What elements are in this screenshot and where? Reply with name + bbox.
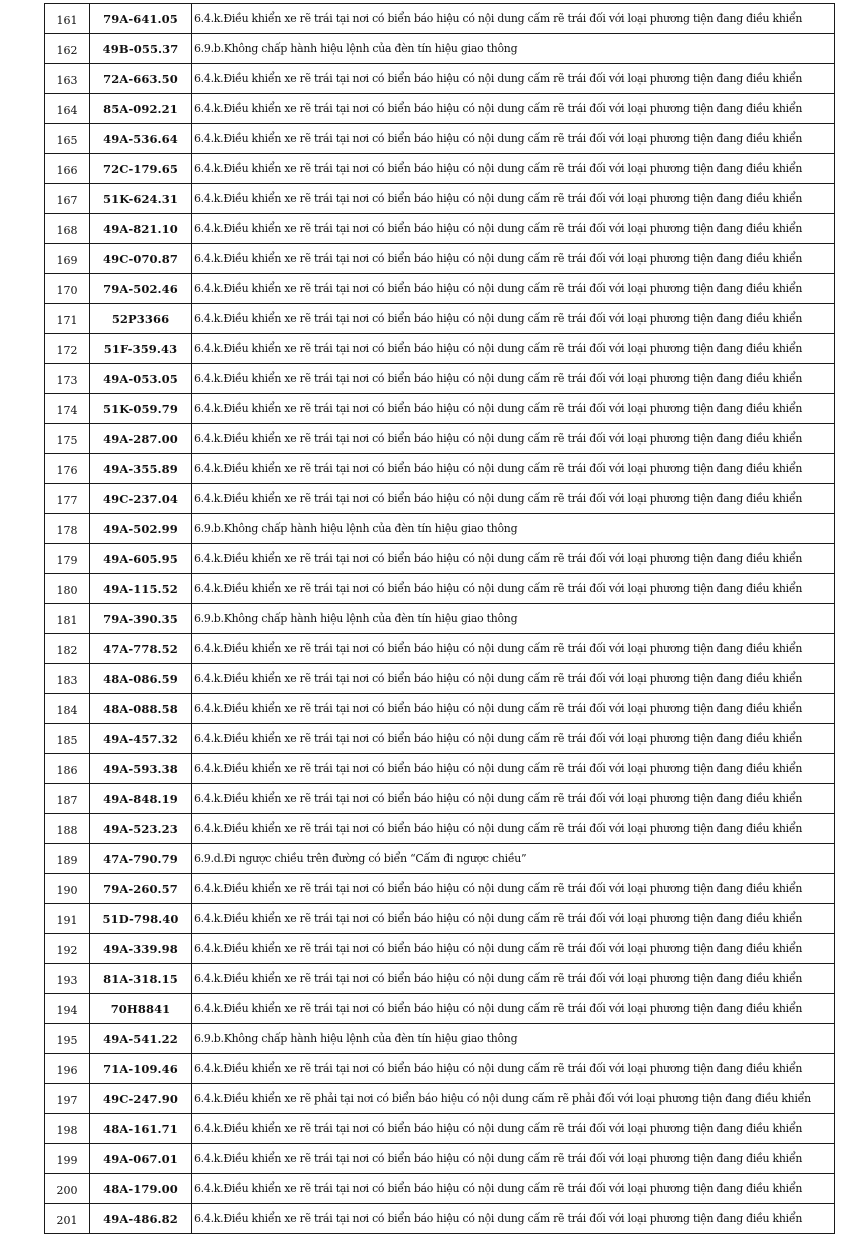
row-number: 173 xyxy=(45,364,90,394)
row-number: 188 xyxy=(45,814,90,844)
row-number: 170 xyxy=(45,274,90,304)
row-number: 199 xyxy=(45,1144,90,1174)
violation-description: 6.9.b.Không chấp hành hiệu lệnh của đèn tín hiệu giao thông xyxy=(192,514,835,544)
license-plate: 49A-536.64 xyxy=(90,124,192,154)
violation-description: 6.4.k.Điều khiển xe rẽ trái tại nơi có biển báo hiệu có nội dung cấm rẽ trái đối với loại phương tiện đang điều khiển xyxy=(192,964,835,994)
table-row xyxy=(45,1174,835,1204)
table-row xyxy=(45,334,835,364)
license-plate: 49A-457.32 xyxy=(90,724,192,754)
row-number: 168 xyxy=(45,214,90,244)
violation-description: 6.9.b.Không chấp hành hiệu lệnh của đèn tín hiệu giao thông xyxy=(192,34,835,64)
violation-description: 6.4.k.Điều khiển xe rẽ trái tại nơi có biển báo hiệu có nội dung cấm rẽ trái đối với loại phương tiện đang điều khiển xyxy=(192,1144,835,1174)
violation-description: 6.4.k.Điều khiển xe rẽ trái tại nơi có biển báo hiệu có nội dung cấm rẽ trái đối với loại phương tiện đang điều khiển xyxy=(192,994,835,1024)
table-row xyxy=(45,724,835,754)
violation-description: 6.4.k.Điều khiển xe rẽ trái tại nơi có biển báo hiệu có nội dung cấm rẽ trái đối với loại phương tiện đang điều khiển xyxy=(192,484,835,514)
violation-description: 6.9.b.Không chấp hành hiệu lệnh của đèn tín hiệu giao thông xyxy=(192,604,835,634)
row-number: 198 xyxy=(45,1114,90,1144)
row-number: 171 xyxy=(45,304,90,334)
table-row xyxy=(45,484,835,514)
license-plate: 49A-523.23 xyxy=(90,814,192,844)
violation-description: 6.4.k.Điều khiển xe rẽ trái tại nơi có biển báo hiệu có nội dung cấm rẽ trái đối với loại phương tiện đang điều khiển xyxy=(192,394,835,424)
violation-description: 6.4.k.Điều khiển xe rẽ trái tại nơi có biển báo hiệu có nội dung cấm rẽ trái đối với loại phương tiện đang điều khiển xyxy=(192,784,835,814)
violation-description: 6.4.k.Điều khiển xe rẽ trái tại nơi có biển báo hiệu có nội dung cấm rẽ trái đối với loại phương tiện đang điều khiển xyxy=(192,814,835,844)
violation-description: 6.4.k.Điều khiển xe rẽ trái tại nơi có biển báo hiệu có nội dung cấm rẽ trái đối với loại phương tiện đang điều khiển xyxy=(192,304,835,334)
table-row xyxy=(45,844,835,874)
table-row xyxy=(45,244,835,274)
table-row xyxy=(45,1114,835,1144)
license-plate: 48A-179.00 xyxy=(90,1174,192,1204)
license-plate: 51F-359.43 xyxy=(90,334,192,364)
table-row xyxy=(45,574,835,604)
license-plate: 81A-318.15 xyxy=(90,964,192,994)
violation-description: 6.4.k.Điều khiển xe rẽ trái tại nơi có biển báo hiệu có nội dung cấm rẽ trái đối với loại phương tiện đang điều khiển xyxy=(192,1204,835,1234)
table-row xyxy=(45,124,835,154)
license-plate: 49A-821.10 xyxy=(90,214,192,244)
table-row xyxy=(45,94,835,124)
violation-description: 6.4.k.Điều khiển xe rẽ trái tại nơi có biển báo hiệu có nội dung cấm rẽ trái đối với loại phương tiện đang điều khiển xyxy=(192,544,835,574)
violation-description: 6.4.k.Điều khiển xe rẽ trái tại nơi có biển báo hiệu có nội dung cấm rẽ trái đối với loại phương tiện đang điều khiển xyxy=(192,364,835,394)
row-number: 184 xyxy=(45,694,90,724)
table-row xyxy=(45,994,835,1024)
table-row xyxy=(45,1054,835,1084)
violation-table xyxy=(44,3,835,1234)
row-number: 196 xyxy=(45,1054,90,1084)
table-row xyxy=(45,514,835,544)
violation-description: 6.4.k.Điều khiển xe rẽ trái tại nơi có biển báo hiệu có nội dung cấm rẽ trái đối với loại phương tiện đang điều khiển xyxy=(192,274,835,304)
license-plate: 51K-624.31 xyxy=(90,184,192,214)
license-plate: 49C-070.87 xyxy=(90,244,192,274)
license-plate: 79A-260.57 xyxy=(90,874,192,904)
table-row xyxy=(45,544,835,574)
license-plate: 49A-339.98 xyxy=(90,934,192,964)
row-number: 176 xyxy=(45,454,90,484)
violation-description: 6.4.k.Điều khiển xe rẽ trái tại nơi có biển báo hiệu có nội dung cấm rẽ trái đối với loại phương tiện đang điều khiển xyxy=(192,634,835,664)
license-plate: 49A-486.82 xyxy=(90,1204,192,1234)
table-row xyxy=(45,934,835,964)
table-row xyxy=(45,1024,835,1054)
row-number: 169 xyxy=(45,244,90,274)
table-row xyxy=(45,154,835,184)
license-plate: 51D-798.40 xyxy=(90,904,192,934)
violation-description: 6.4.k.Điều khiển xe rẽ trái tại nơi có biển báo hiệu có nội dung cấm rẽ trái đối với loại phương tiện đang điều khiển xyxy=(192,694,835,724)
table-row xyxy=(45,64,835,94)
row-number: 197 xyxy=(45,1084,90,1114)
license-plate: 72A-663.50 xyxy=(90,64,192,94)
table-row xyxy=(45,274,835,304)
row-number: 200 xyxy=(45,1174,90,1204)
table-row xyxy=(45,364,835,394)
row-number: 186 xyxy=(45,754,90,784)
violation-description: 6.4.k.Điều khiển xe rẽ phải tại nơi có biển báo hiệu có nội dung cấm rẽ phải đối với loại phương tiện đang điều khiển xyxy=(192,1084,835,1114)
violation-description: 6.4.k.Điều khiển xe rẽ trái tại nơi có biển báo hiệu có nội dung cấm rẽ trái đối với loại phương tiện đang điều khiển xyxy=(192,874,835,904)
violation-description: 6.4.k.Điều khiển xe rẽ trái tại nơi có biển báo hiệu có nội dung cấm rẽ trái đối với loại phương tiện đang điều khiển xyxy=(192,1174,835,1204)
row-number: 175 xyxy=(45,424,90,454)
violation-description: 6.4.k.Điều khiển xe rẽ trái tại nơi có biển báo hiệu có nội dung cấm rẽ trái đối với loại phương tiện đang điều khiển xyxy=(192,64,835,94)
violation-description: 6.4.k.Điều khiển xe rẽ trái tại nơi có biển báo hiệu có nội dung cấm rẽ trái đối với loại phương tiện đang điều khiển xyxy=(192,184,835,214)
table-row xyxy=(45,664,835,694)
table-row xyxy=(45,394,835,424)
license-plate: 48A-086.59 xyxy=(90,664,192,694)
license-plate: 49A-502.99 xyxy=(90,514,192,544)
license-plate: 49A-605.95 xyxy=(90,544,192,574)
license-plate: 47A-778.52 xyxy=(90,634,192,664)
row-number: 194 xyxy=(45,994,90,1024)
row-number: 164 xyxy=(45,94,90,124)
table-row xyxy=(45,814,835,844)
row-number: 192 xyxy=(45,934,90,964)
row-number: 190 xyxy=(45,874,90,904)
table-row xyxy=(45,4,835,34)
table-row xyxy=(45,34,835,64)
row-number: 167 xyxy=(45,184,90,214)
violation-description: 6.4.k.Điều khiển xe rẽ trái tại nơi có biển báo hiệu có nội dung cấm rẽ trái đối với loại phương tiện đang điều khiển xyxy=(192,424,835,454)
table-row xyxy=(45,874,835,904)
license-plate: 49B-055.37 xyxy=(90,34,192,64)
table-row xyxy=(45,904,835,934)
violation-description: 6.4.k.Điều khiển xe rẽ trái tại nơi có biển báo hiệu có nội dung cấm rẽ trái đối với loại phương tiện đang điều khiển xyxy=(192,664,835,694)
table-row xyxy=(45,694,835,724)
violation-description: 6.4.k.Điều khiển xe rẽ trái tại nơi có biển báo hiệu có nội dung cấm rẽ trái đối với loại phương tiện đang điều khiển xyxy=(192,124,835,154)
row-number: 201 xyxy=(45,1204,90,1234)
license-plate: 85A-092.21 xyxy=(90,94,192,124)
table-row xyxy=(45,1084,835,1114)
row-number: 161 xyxy=(45,4,90,34)
license-plate: 49C-237.04 xyxy=(90,484,192,514)
license-plate: 49C-247.90 xyxy=(90,1084,192,1114)
violation-description: 6.4.k.Điều khiển xe rẽ trái tại nơi có biển báo hiệu có nội dung cấm rẽ trái đối với loại phương tiện đang điều khiển xyxy=(192,574,835,604)
row-number: 163 xyxy=(45,64,90,94)
violation-description: 6.4.k.Điều khiển xe rẽ trái tại nơi có biển báo hiệu có nội dung cấm rẽ trái đối với loại phương tiện đang điều khiển xyxy=(192,454,835,484)
license-plate: 49A-355.89 xyxy=(90,454,192,484)
license-plate: 48A-088.58 xyxy=(90,694,192,724)
table-row xyxy=(45,454,835,484)
license-plate: 79A-390.35 xyxy=(90,604,192,634)
table-row xyxy=(45,1144,835,1174)
violation-description: 6.4.k.Điều khiển xe rẽ trái tại nơi có biển báo hiệu có nội dung cấm rẽ trái đối với loại phương tiện đang điều khiển xyxy=(192,244,835,274)
table-row xyxy=(45,634,835,664)
row-number: 178 xyxy=(45,514,90,544)
table-row xyxy=(45,304,835,334)
violation-description: 6.4.k.Điều khiển xe rẽ trái tại nơi có biển báo hiệu có nội dung cấm rẽ trái đối với loại phương tiện đang điều khiển xyxy=(192,1054,835,1084)
row-number: 174 xyxy=(45,394,90,424)
row-number: 165 xyxy=(45,124,90,154)
violation-description: 6.9.d.Đi ngược chiều trên đường có biển “Cấm đi ngược chiều” xyxy=(192,844,835,874)
violation-table-body xyxy=(45,4,835,1234)
row-number: 183 xyxy=(45,664,90,694)
row-number: 193 xyxy=(45,964,90,994)
license-plate: 51K-059.79 xyxy=(90,394,192,424)
violation-description: 6.4.k.Điều khiển xe rẽ trái tại nơi có biển báo hiệu có nội dung cấm rẽ trái đối với loại phương tiện đang điều khiển xyxy=(192,154,835,184)
row-number: 177 xyxy=(45,484,90,514)
row-number: 162 xyxy=(45,34,90,64)
license-plate: 49A-287.00 xyxy=(90,424,192,454)
table-row xyxy=(45,754,835,784)
row-number: 195 xyxy=(45,1024,90,1054)
table-row xyxy=(45,604,835,634)
violation-description: 6.9.b.Không chấp hành hiệu lệnh của đèn tín hiệu giao thông xyxy=(192,1024,835,1054)
license-plate: 79A-641.05 xyxy=(90,4,192,34)
violation-description: 6.4.k.Điều khiển xe rẽ trái tại nơi có biển báo hiệu có nội dung cấm rẽ trái đối với loại phương tiện đang điều khiển xyxy=(192,904,835,934)
table-row xyxy=(45,424,835,454)
row-number: 172 xyxy=(45,334,90,364)
license-plate: 79A-502.46 xyxy=(90,274,192,304)
violation-description: 6.4.k.Điều khiển xe rẽ trái tại nơi có biển báo hiệu có nội dung cấm rẽ trái đối với loại phương tiện đang điều khiển xyxy=(192,1114,835,1144)
table-row xyxy=(45,1204,835,1234)
license-plate: 52P3366 xyxy=(90,304,192,334)
license-plate: 49A-053.05 xyxy=(90,364,192,394)
license-plate: 48A-161.71 xyxy=(90,1114,192,1144)
violation-description: 6.4.k.Điều khiển xe rẽ trái tại nơi có biển báo hiệu có nội dung cấm rẽ trái đối với loại phương tiện đang điều khiển xyxy=(192,934,835,964)
violation-description: 6.4.k.Điều khiển xe rẽ trái tại nơi có biển báo hiệu có nội dung cấm rẽ trái đối với loại phương tiện đang điều khiển xyxy=(192,754,835,784)
license-plate: 49A-067.01 xyxy=(90,1144,192,1174)
row-number: 187 xyxy=(45,784,90,814)
license-plate: 71A-109.46 xyxy=(90,1054,192,1084)
violation-description: 6.4.k.Điều khiển xe rẽ trái tại nơi có biển báo hiệu có nội dung cấm rẽ trái đối với loại phương tiện đang điều khiển xyxy=(192,214,835,244)
row-number: 189 xyxy=(45,844,90,874)
row-number: 180 xyxy=(45,574,90,604)
license-plate: 70H8841 xyxy=(90,994,192,1024)
license-plate: 49A-593.38 xyxy=(90,754,192,784)
violation-description: 6.4.k.Điều khiển xe rẽ trái tại nơi có biển báo hiệu có nội dung cấm rẽ trái đối với loại phương tiện đang điều khiển xyxy=(192,4,835,34)
table-row xyxy=(45,214,835,244)
table-row xyxy=(45,184,835,214)
violation-description: 6.4.k.Điều khiển xe rẽ trái tại nơi có biển báo hiệu có nội dung cấm rẽ trái đối với loại phương tiện đang điều khiển xyxy=(192,724,835,754)
row-number: 181 xyxy=(45,604,90,634)
violation-description: 6.4.k.Điều khiển xe rẽ trái tại nơi có biển báo hiệu có nội dung cấm rẽ trái đối với loại phương tiện đang điều khiển xyxy=(192,94,835,124)
row-number: 191 xyxy=(45,904,90,934)
row-number: 166 xyxy=(45,154,90,184)
violation-description: 6.4.k.Điều khiển xe rẽ trái tại nơi có biển báo hiệu có nội dung cấm rẽ trái đối với loại phương tiện đang điều khiển xyxy=(192,334,835,364)
table-row xyxy=(45,784,835,814)
license-plate: 72C-179.65 xyxy=(90,154,192,184)
license-plate: 49A-115.52 xyxy=(90,574,192,604)
license-plate: 47A-790.79 xyxy=(90,844,192,874)
row-number: 182 xyxy=(45,634,90,664)
license-plate: 49A-541.22 xyxy=(90,1024,192,1054)
license-plate: 49A-848.19 xyxy=(90,784,192,814)
row-number: 179 xyxy=(45,544,90,574)
table-row xyxy=(45,964,835,994)
row-number: 185 xyxy=(45,724,90,754)
